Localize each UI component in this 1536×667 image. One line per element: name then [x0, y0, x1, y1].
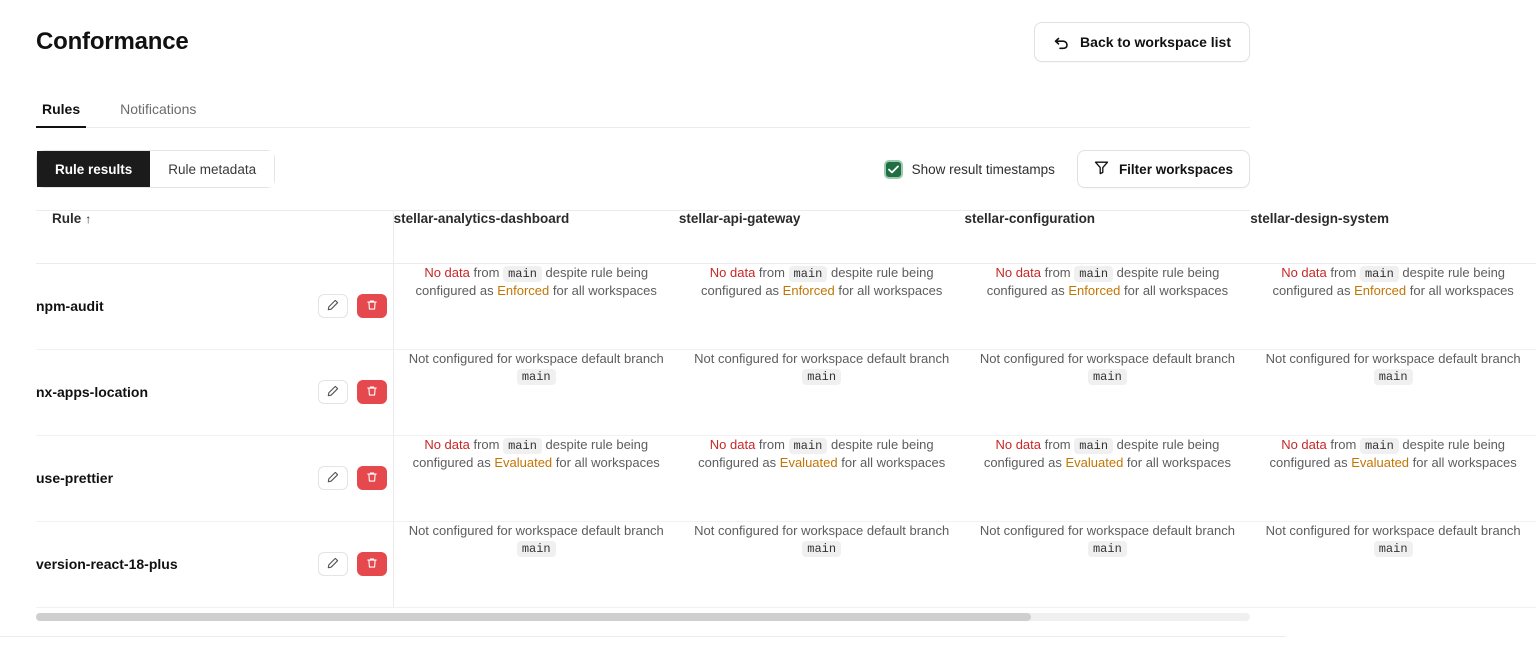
- show-result-timestamps-toggle[interactable]: [884, 160, 1055, 179]
- filter-workspaces-button[interactable]: [1077, 150, 1250, 188]
- result-cell: [965, 349, 1251, 435]
- rule-name: use-prettier: [36, 469, 114, 486]
- back-to-workspace-list-button[interactable]: [1034, 22, 1250, 62]
- undo-arrow-icon: [1053, 35, 1070, 50]
- status-text: No data: [709, 264, 756, 280]
- branch-badge: main: [1088, 369, 1127, 385]
- result-text: despite rule being configured as: [983, 436, 1220, 470]
- filter-icon: [1094, 160, 1109, 178]
- table-head: [36, 211, 1536, 263]
- tab-rules[interactable]: Rules: [36, 100, 86, 127]
- edit-rule-button[interactable]: [318, 380, 348, 404]
- branch-badge: main: [503, 266, 542, 282]
- branch-badge: main: [802, 541, 841, 557]
- result-text: Not configured for workspace default branch: [408, 350, 664, 366]
- branch-badge: main: [789, 266, 828, 282]
- page-title: Conformance: [36, 28, 189, 55]
- status-text: No data: [424, 264, 470, 280]
- table-header-row: [36, 211, 1536, 263]
- result-text: from: [1041, 264, 1075, 280]
- pencil-icon: [327, 385, 339, 400]
- table-row: [36, 521, 1536, 607]
- column-header-rule-label: Rule: [52, 211, 82, 226]
- result-cell: [393, 521, 679, 607]
- rule-cell: [36, 521, 393, 607]
- rule-actions: [318, 294, 387, 318]
- result-cell: [679, 435, 965, 521]
- result-text: from: [755, 436, 789, 452]
- segment-rule-metadata[interactable]: Rule metadata: [150, 151, 274, 187]
- column-header-workspace-1[interactable]: [679, 211, 965, 263]
- main-tabs: [36, 94, 1250, 128]
- pencil-icon: [327, 299, 339, 314]
- result-cell: [393, 263, 679, 349]
- edit-rule-button[interactable]: [318, 294, 348, 318]
- controls-row: [36, 150, 1250, 188]
- delete-rule-button[interactable]: [357, 552, 387, 576]
- result-text: from: [1326, 436, 1360, 452]
- table-body: [36, 263, 1536, 607]
- rule-actions: [318, 466, 387, 490]
- branch-badge: main: [517, 369, 556, 385]
- horizontal-scrollbar-thumb[interactable]: [36, 613, 1031, 621]
- view-segmented-control: [36, 150, 275, 188]
- status-text: No data: [1281, 436, 1327, 452]
- result-text: Not configured for workspace default branch: [694, 522, 950, 538]
- result-text: from: [1326, 264, 1360, 280]
- result-text: for all workspaces: [1406, 282, 1514, 298]
- result-text: Not configured for workspace default branch: [1265, 350, 1521, 366]
- table-row: [36, 435, 1536, 521]
- result-cell: [1250, 263, 1536, 349]
- edit-rule-button[interactable]: [318, 466, 348, 490]
- result-text: for all workspaces: [1123, 454, 1231, 470]
- status-text: No data: [709, 436, 756, 452]
- result-text: despite rule being configured as: [986, 264, 1220, 298]
- result-text: from: [469, 436, 504, 452]
- status-text: No data: [995, 436, 1042, 452]
- mode-text: Evaluated: [494, 454, 553, 470]
- rule-cell: [36, 349, 393, 435]
- branch-badge: main: [1088, 541, 1127, 557]
- result-cell: [393, 349, 679, 435]
- result-cell: [965, 263, 1251, 349]
- status-text: No data: [424, 436, 470, 452]
- back-button-label: Back to workspace list: [1080, 34, 1231, 50]
- sort-ascending-icon: ↑: [85, 212, 92, 226]
- branch-badge: main: [1360, 438, 1399, 454]
- delete-rule-button[interactable]: [357, 380, 387, 404]
- footer-divider: [0, 636, 1286, 637]
- result-text: for all workspaces: [1409, 454, 1517, 470]
- edit-rule-button[interactable]: [318, 552, 348, 576]
- result-cell: [679, 263, 965, 349]
- branch-badge: main: [1374, 541, 1413, 557]
- table-row: [36, 263, 1536, 349]
- trash-icon: [366, 299, 378, 314]
- result-text: despite rule being configured as: [1272, 264, 1506, 298]
- result-text: for all workspaces: [837, 454, 946, 470]
- workspace-name-label: stellar-analytics-dashboard: [393, 211, 570, 226]
- result-cell: [1250, 521, 1536, 607]
- pencil-icon: [327, 471, 339, 486]
- mode-text: Evaluated: [779, 454, 838, 470]
- delete-rule-button[interactable]: [357, 466, 387, 490]
- horizontal-scrollbar-track[interactable]: [36, 613, 1250, 621]
- result-text: Not configured for workspace default branch: [979, 522, 1235, 538]
- result-cell: [679, 521, 965, 607]
- result-text: from: [1041, 436, 1075, 452]
- show-result-timestamps-label: Show result timestamps: [911, 161, 1055, 177]
- result-text: from: [755, 264, 789, 280]
- column-header-workspace-0[interactable]: [393, 211, 679, 263]
- conformance-table: [36, 211, 1536, 608]
- rule-name: nx-apps-location: [36, 383, 149, 400]
- result-cell: [679, 349, 965, 435]
- segment-rule-results[interactable]: Rule results: [37, 151, 150, 187]
- column-header-workspace-3[interactable]: [1250, 211, 1536, 263]
- result-cell: [1250, 435, 1536, 521]
- result-text: despite rule being configured as: [698, 436, 934, 470]
- result-text: despite rule being configured as: [412, 436, 649, 470]
- result-cell: [393, 435, 679, 521]
- tab-notifications[interactable]: Notifications: [114, 100, 202, 127]
- result-text: for all workspaces: [834, 282, 943, 298]
- mode-text: Enforced: [1068, 282, 1121, 298]
- result-text: from: [469, 264, 504, 280]
- result-cell: [965, 435, 1251, 521]
- rule-actions: [318, 380, 387, 404]
- rule-cell: [36, 435, 393, 521]
- result-cell: [965, 521, 1251, 607]
- branch-badge: main: [802, 369, 841, 385]
- filter-workspaces-label: Filter workspaces: [1118, 161, 1233, 177]
- trash-icon: [366, 385, 378, 400]
- mode-text: Enforced: [1354, 282, 1407, 298]
- branch-badge: main: [1074, 266, 1113, 282]
- conformance-table-scroll[interactable]: [36, 210, 1521, 578]
- branch-badge: main: [1074, 438, 1113, 454]
- mode-text: Evaluated: [1351, 454, 1410, 470]
- result-text: Not configured for workspace default branch: [408, 522, 664, 538]
- branch-badge: main: [789, 438, 828, 454]
- mode-text: Evaluated: [1065, 454, 1124, 470]
- column-header-rule[interactable]: [36, 211, 393, 263]
- trash-icon: [366, 557, 378, 572]
- status-text: No data: [1281, 264, 1327, 280]
- delete-rule-button[interactable]: [357, 294, 387, 318]
- branch-badge: main: [1360, 266, 1399, 282]
- result-cell: [1250, 349, 1536, 435]
- result-text: Not configured for workspace default branch: [694, 350, 950, 366]
- branch-badge: main: [503, 438, 542, 454]
- table-row: [36, 349, 1536, 435]
- mode-text: Enforced: [782, 282, 835, 298]
- branch-badge: main: [1374, 369, 1413, 385]
- rule-cell: [36, 263, 393, 349]
- result-text: Not configured for workspace default branch: [979, 350, 1235, 366]
- rule-actions: [318, 552, 387, 576]
- checkbox-checked-icon[interactable]: [884, 160, 903, 179]
- mode-text: Enforced: [497, 282, 550, 298]
- workspace-name-label: stellar-api-gateway: [678, 211, 801, 226]
- workspace-name-label: stellar-design-system: [1250, 211, 1390, 226]
- rule-name: npm-audit: [36, 297, 104, 314]
- result-text: despite rule being configured as: [701, 264, 934, 298]
- pencil-icon: [327, 557, 339, 572]
- trash-icon: [366, 471, 378, 486]
- status-text: No data: [995, 264, 1042, 280]
- result-text: for all workspaces: [1120, 282, 1229, 298]
- workspace-name-label: stellar-configuration: [964, 211, 1096, 226]
- page-header: [0, 0, 1286, 62]
- result-text: despite rule being configured as: [1269, 436, 1506, 470]
- result-text: for all workspaces: [552, 454, 660, 470]
- result-text: despite rule being configured as: [415, 264, 649, 298]
- rule-name: version-react-18-plus: [36, 555, 178, 572]
- controls-right-group: [884, 150, 1250, 188]
- column-header-workspace-2[interactable]: [965, 211, 1251, 263]
- result-text: for all workspaces: [549, 282, 657, 298]
- branch-badge: main: [517, 541, 556, 557]
- result-text: Not configured for workspace default branch: [1265, 522, 1521, 538]
